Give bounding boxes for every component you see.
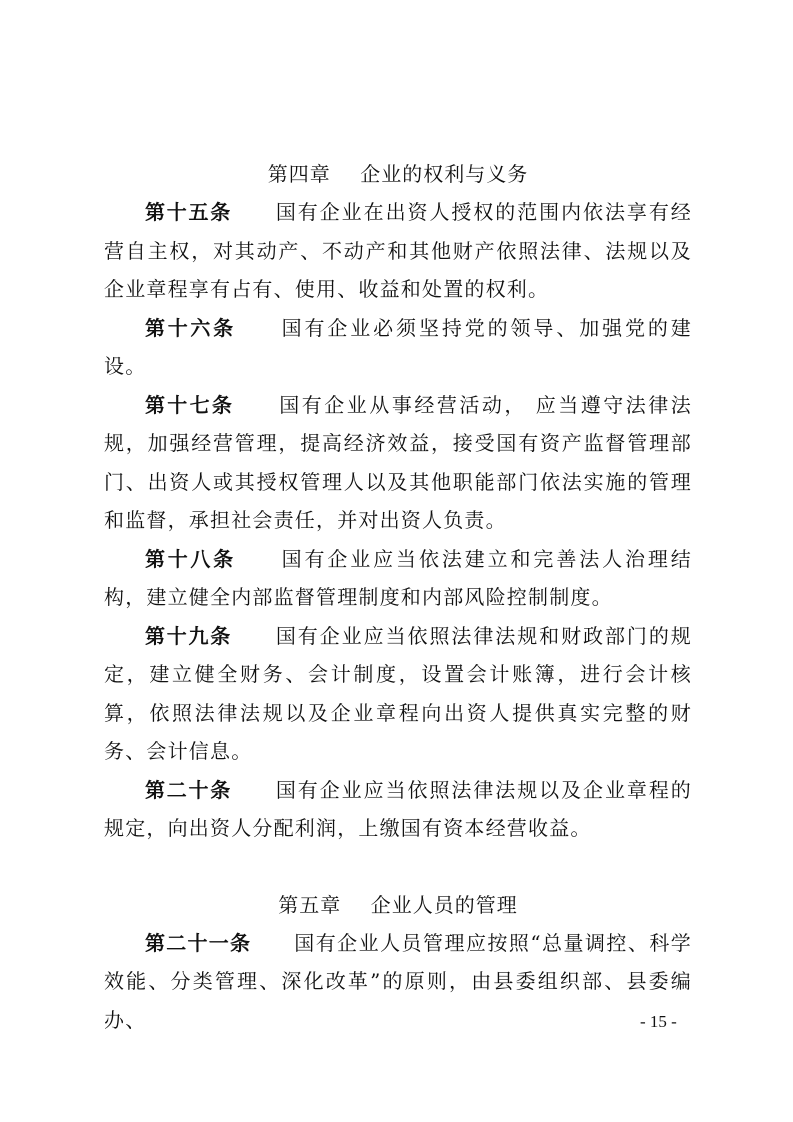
page-number: - 15 - (640, 1012, 677, 1031)
article-17 (104, 386, 692, 540)
article-text: 国有企业必须坚持党的领导、加强党的建设。 (104, 315, 692, 378)
article-text: 国有企业应当依照法律法规以及企业章程的规定，向出资人分配利润，上缴国有资本经营收益。 (104, 777, 692, 840)
article-15 (104, 193, 692, 309)
article-text: 国有企业从事经营活动， 应当遵守法律法规，加强经营管理，提高经济效益，接受国有资产监督管理部门、出资人或其授权管理人以及其他职能部门依法实施的管理和监督，承担社会责任，并对出资人负责。 (104, 392, 693, 532)
article-18 (104, 540, 692, 617)
article-heading: 第十五条 (145, 200, 232, 224)
article-heading: 第十八条 (145, 546, 236, 571)
article-19 (104, 617, 692, 771)
article-text: 国有企业应当依法建立和完善法人治理结构，建立健全内部监督管理制度和内部风险控制制度。 (104, 546, 692, 609)
article-text: 国有企业在出资人授权的范围内依法享有经营自主权，对其动产、不动产和其他财产依照法律、法规以及企业章程享有占有、使用、收益和处置的权利。 (104, 200, 692, 301)
article-heading: 第十六条 (145, 315, 236, 340)
chapter-title: 第四章 企业的权利与义务 (267, 162, 529, 186)
article-heading: 第二十一条 (145, 930, 252, 955)
article-heading: 第十七条 (145, 392, 235, 417)
article-16 (104, 309, 692, 386)
document-page (104, 155, 692, 1039)
article-text: 国有企业应当依照法律法规和财政部门的规定，建立健全财务、会计制度，设置会计账簿，进行会计核算，依照法律法规以及企业章程向出资人提供真实完整的财务、会计信息。 (104, 623, 692, 763)
article-21 (104, 924, 692, 1040)
chapter-title: 第五章 企业人员的管理 (278, 892, 518, 917)
article-heading: 第二十条 (145, 777, 232, 802)
article-text: 国有企业人员管理应按照“总量调控、科学效能、分类管理、深化改革”的原则，由县委组织部、县委编办、 (104, 930, 692, 1032)
article-20 (104, 771, 692, 848)
article-heading: 第十九条 (145, 623, 232, 648)
